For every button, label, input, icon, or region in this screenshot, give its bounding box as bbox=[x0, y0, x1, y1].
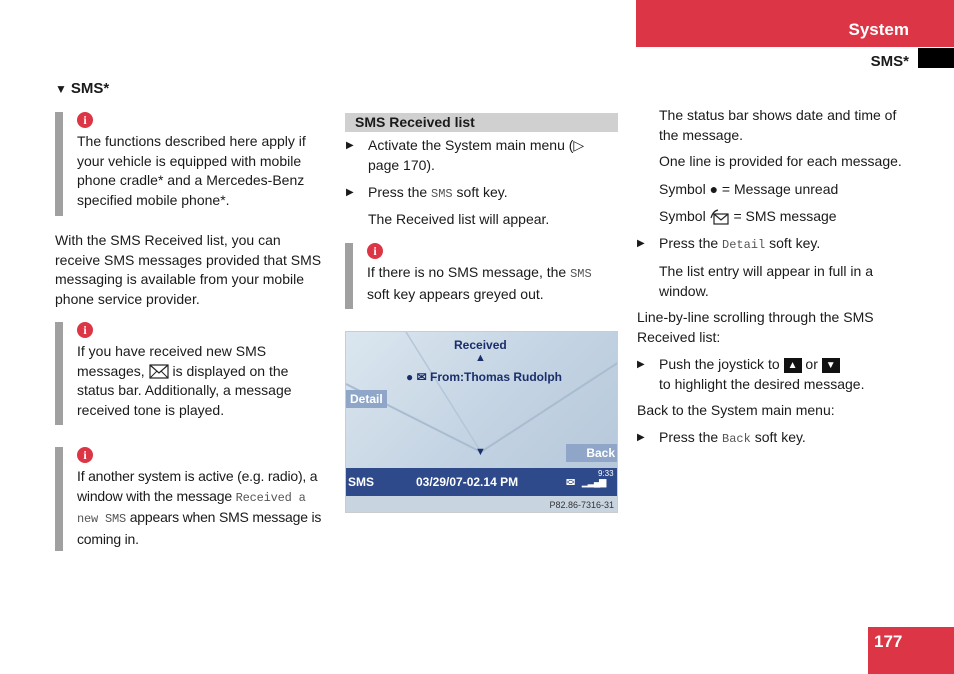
info-icon: i bbox=[367, 243, 383, 259]
bullet-arrow-icon: ▶ bbox=[637, 359, 645, 370]
status-bar-desc: The status bar shows date and time of the message. bbox=[659, 107, 897, 143]
page-number: 177 bbox=[874, 632, 903, 651]
subsection-heading: SMS Received list bbox=[345, 113, 618, 132]
step-result: The Received list will appear. bbox=[368, 211, 550, 227]
step-joystick: ▶ Push the joystick to ▲ or ▼ to highlight the desired message. bbox=[637, 356, 865, 392]
bullet-arrow-icon: ▶ bbox=[346, 140, 354, 151]
envelope-icon bbox=[149, 364, 169, 379]
info-note-2 bbox=[55, 322, 325, 425]
sms-message-icon bbox=[710, 209, 730, 225]
section-title: ▼ SMS* bbox=[55, 80, 110, 97]
back-intro: Back to the System main menu: bbox=[637, 402, 835, 418]
bullet-arrow-icon: ▶ bbox=[637, 238, 645, 249]
info-note-3 bbox=[55, 447, 327, 551]
screen-background bbox=[346, 332, 618, 468]
sms-soft-key[interactable]: SMS bbox=[348, 475, 375, 489]
info-icon: i bbox=[77, 447, 93, 463]
screen-title: Received bbox=[454, 338, 507, 352]
bullet-arrow-icon: ▶ bbox=[346, 187, 354, 198]
header-section-title: System bbox=[848, 20, 909, 39]
signal-strength-icon: ▁▂▄▆ bbox=[582, 477, 606, 487]
figure-caption: P82.86-7316-31 bbox=[549, 500, 614, 510]
step-press-detail: ▶ Press the Detail soft key. bbox=[637, 235, 821, 252]
sms-envelope-icon: ✉ bbox=[416, 370, 427, 384]
screen-status-bar bbox=[346, 468, 618, 496]
step-activate-menu: ▶ Activate the System main menu (▷ page 170). bbox=[346, 137, 585, 173]
step-press-back: ▶ Press the Back soft key. bbox=[637, 429, 806, 446]
joystick-down-icon: ▼ bbox=[822, 358, 840, 373]
bullet-arrow-icon: ▶ bbox=[637, 432, 645, 443]
scroll-down-icon: ▼ bbox=[475, 446, 486, 458]
info-note-4 bbox=[345, 243, 617, 309]
info-note-1 bbox=[55, 112, 325, 216]
symbol-sms-desc: Symbol = SMS message bbox=[659, 208, 837, 224]
one-line-desc: One line is provided for each message. bbox=[659, 153, 902, 169]
scroll-up-icon: ▲ bbox=[475, 352, 486, 364]
info-icon: i bbox=[77, 112, 93, 128]
step-press-sms: ▶ Press the SMS soft key. bbox=[346, 184, 508, 201]
joystick-up-icon: ▲ bbox=[784, 358, 802, 373]
triangle-down-icon: ▼ bbox=[55, 82, 67, 96]
unread-dot-icon: ● bbox=[406, 370, 414, 384]
symbol-unread-desc: Symbol ● = Message unread bbox=[659, 181, 839, 197]
status-datetime: 03/29/07-02.14 PM bbox=[416, 475, 519, 489]
display-screenshot bbox=[345, 331, 618, 513]
header-subsection: SMS* bbox=[870, 53, 909, 70]
detail-result: The list entry will appear in full in a window. bbox=[659, 263, 873, 299]
note-text: If another system is active (e.g. radio), a window with the message Received a new SMS appears when SMS message is coming in. bbox=[77, 468, 322, 547]
note-text: If you have received new SMS messages, is displayed on the status bar. Additionally, a message received tone is played. bbox=[77, 343, 292, 418]
status-clock: 9:33 bbox=[598, 469, 614, 478]
note-text: The functions described here apply if your vehicle is equipped with mobile phone cradle* and a Mercedes-Benz specified mobile phone*. bbox=[77, 133, 306, 208]
status-envelope-icon: ✉ bbox=[566, 477, 576, 489]
message-entry: ● ✉ From:Thomas Rudolph bbox=[406, 370, 562, 384]
thumb-tab bbox=[918, 48, 954, 68]
info-icon: i bbox=[77, 322, 93, 338]
detail-soft-key[interactable]: Detail bbox=[346, 390, 387, 408]
note-text: If there is no SMS message, the SMS soft key appears greyed out. bbox=[367, 264, 592, 302]
back-soft-key[interactable]: Back bbox=[566, 444, 618, 462]
intro-paragraph: With the SMS Received list, you can receive SMS messages provided that SMS messaging is available from your mobile phone service provider. bbox=[55, 232, 322, 307]
scrolling-intro: Line-by-line scrolling through the SMS Received list: bbox=[637, 309, 874, 345]
